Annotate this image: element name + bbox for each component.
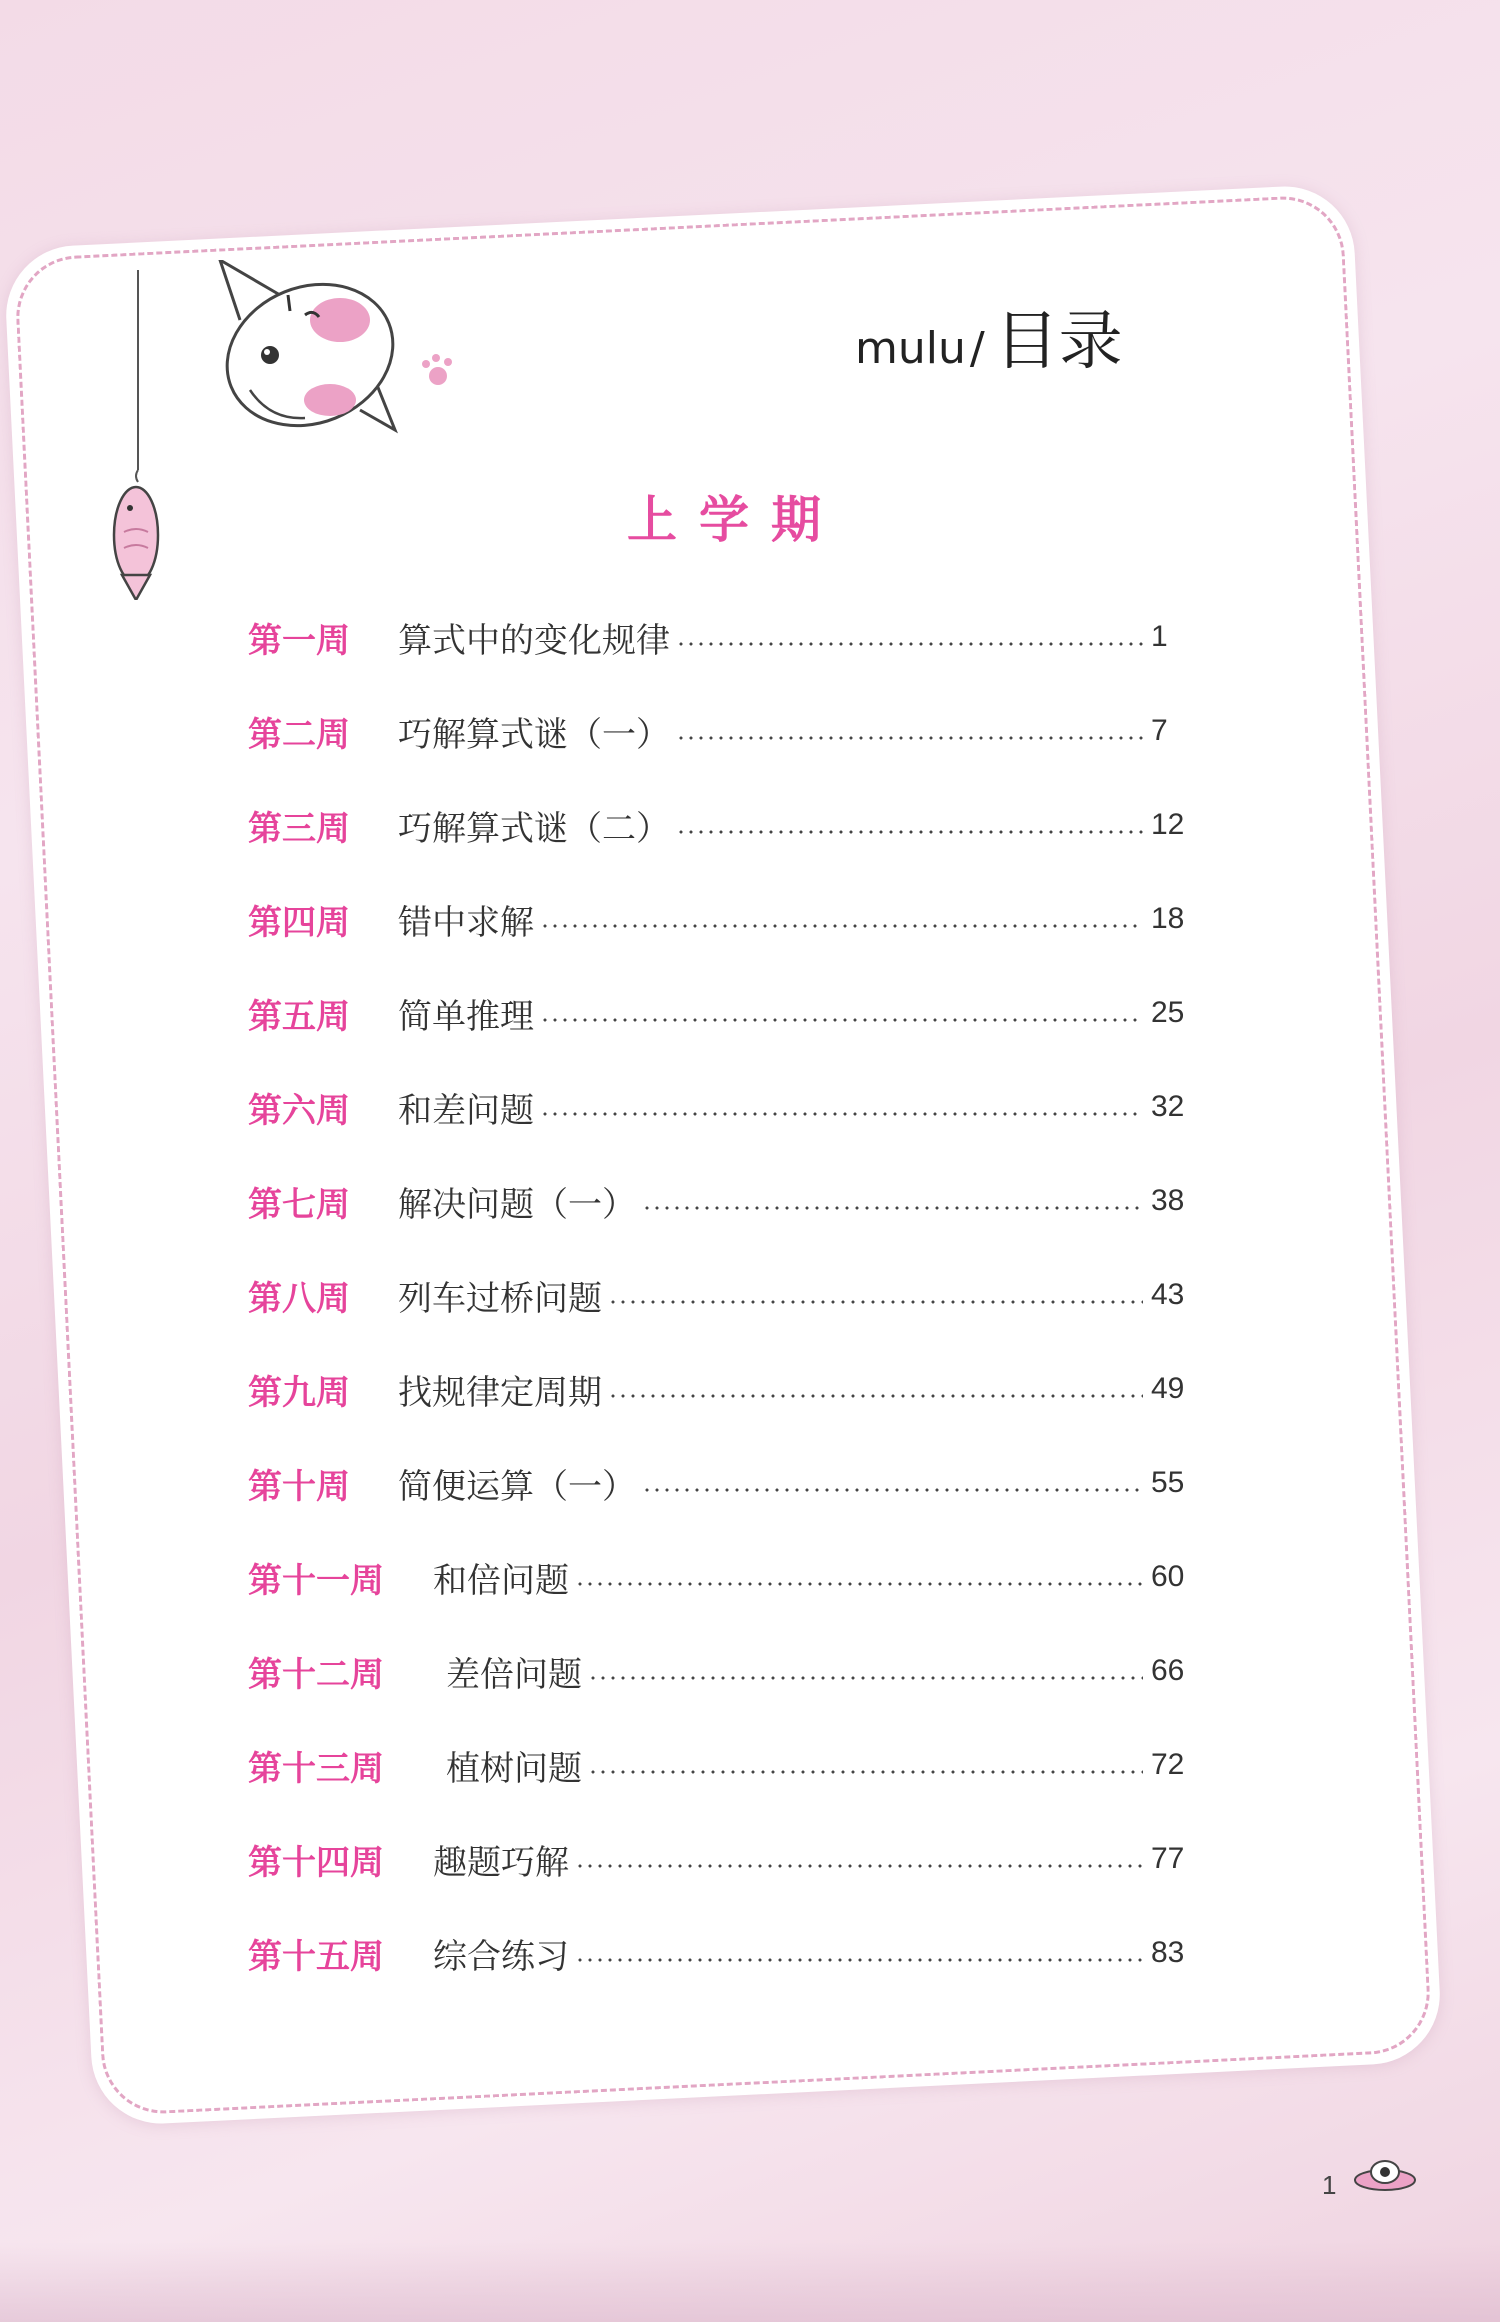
title-pinyin: mulu [855, 323, 966, 374]
toc-topic: 综合练习 [433, 1936, 569, 1977]
toc-week: 第七周 [248, 1184, 350, 1225]
toc-week: 第十三周 [248, 1748, 384, 1789]
toc-topic: 简便运算（一） [398, 1466, 636, 1507]
toc-leader [540, 924, 1143, 928]
toc-entry[interactable] [248, 1906, 1203, 2000]
toc-page: 12 [1151, 808, 1185, 841]
toc-week: 第六周 [248, 1090, 350, 1131]
toc-topic: 巧解算式谜（二） [398, 808, 670, 849]
semester-heading: 上学期 [627, 490, 843, 549]
toc-entry[interactable] [248, 1342, 1203, 1436]
toc-topic: 简单推理 [398, 996, 534, 1037]
toc-page: 72 [1151, 1748, 1185, 1781]
toc-topic: 巧解算式谜（一） [398, 714, 670, 755]
toc-week: 第三周 [248, 808, 350, 849]
page-number: 1 [1322, 2170, 1337, 2200]
toc-leader [540, 1112, 1143, 1116]
toc-leader [608, 1300, 1143, 1304]
toc-page: 55 [1151, 1466, 1185, 1499]
toc-leader [608, 1394, 1143, 1398]
toc-entry[interactable] [248, 1248, 1203, 1342]
toc-entry[interactable] [248, 778, 1203, 872]
toc-page: 7 [1151, 714, 1168, 747]
toc-page: 60 [1151, 1560, 1185, 1593]
toc-page: 25 [1151, 996, 1185, 1029]
title-slash: / [969, 323, 985, 374]
page-title [855, 290, 1123, 382]
title-chinese: 目录 [994, 305, 1123, 379]
toc-entry[interactable] [248, 1060, 1203, 1154]
toc-week: 第五周 [248, 996, 350, 1037]
toc-entry[interactable] [248, 1530, 1203, 1624]
toc-week: 第八周 [248, 1278, 350, 1319]
toc-entry[interactable] [248, 1624, 1203, 1718]
toc-topic: 找规律定周期 [398, 1372, 602, 1413]
toc-leader [588, 1676, 1143, 1680]
toc-entry[interactable] [248, 966, 1203, 1060]
toc-topic: 解决问题（一） [398, 1184, 636, 1225]
ufo-icon [1350, 2150, 1420, 2200]
toc-leader [642, 1488, 1143, 1492]
toc-entry[interactable] [248, 1812, 1203, 1906]
toc-topic: 差倍问题 [446, 1654, 582, 1695]
table-of-contents [248, 590, 1203, 2000]
toc-page: 38 [1151, 1184, 1185, 1217]
toc-topic: 列车过桥问题 [398, 1278, 602, 1319]
toc-week: 第九周 [248, 1372, 350, 1413]
toc-week: 第一周 [248, 620, 350, 661]
toc-page: 1 [1151, 620, 1168, 653]
toc-entry[interactable] [248, 872, 1203, 966]
toc-week: 第十二周 [248, 1654, 384, 1695]
toc-leader [575, 1582, 1143, 1586]
toc-leader [575, 1958, 1143, 1962]
toc-page: 32 [1151, 1090, 1185, 1123]
toc-week: 第十周 [248, 1466, 350, 1507]
toc-page: 18 [1151, 902, 1185, 935]
toc-week: 第十五周 [248, 1936, 384, 1977]
toc-topic: 趣题巧解 [433, 1842, 569, 1883]
toc-leader [676, 736, 1143, 740]
toc-page: 77 [1151, 1842, 1185, 1875]
toc-week: 第十一周 [248, 1560, 384, 1601]
toc-leader [676, 830, 1143, 834]
toc-page: 83 [1151, 1936, 1185, 1969]
toc-leader [642, 1206, 1143, 1210]
toc-leader [575, 1864, 1143, 1868]
toc-topic: 和差问题 [398, 1090, 534, 1131]
toc-topic: 算式中的变化规律 [398, 620, 670, 661]
toc-topic: 和倍问题 [433, 1560, 569, 1601]
toc-leader [676, 642, 1143, 646]
toc-entry[interactable] [248, 1154, 1203, 1248]
toc-entry[interactable] [248, 684, 1203, 778]
toc-leader [588, 1770, 1143, 1774]
toc-page: 43 [1151, 1278, 1185, 1311]
toc-entry[interactable] [248, 1718, 1203, 1812]
toc-week: 第十四周 [248, 1842, 384, 1883]
toc-entry[interactable] [248, 590, 1203, 684]
toc-leader [540, 1018, 1143, 1022]
toc-topic: 错中求解 [398, 902, 534, 943]
toc-week: 第二周 [248, 714, 350, 755]
toc-week: 第四周 [248, 902, 350, 943]
toc-topic: 植树问题 [446, 1748, 582, 1789]
toc-entry[interactable] [248, 1436, 1203, 1530]
toc-page: 49 [1151, 1372, 1185, 1405]
toc-page: 66 [1151, 1654, 1185, 1687]
